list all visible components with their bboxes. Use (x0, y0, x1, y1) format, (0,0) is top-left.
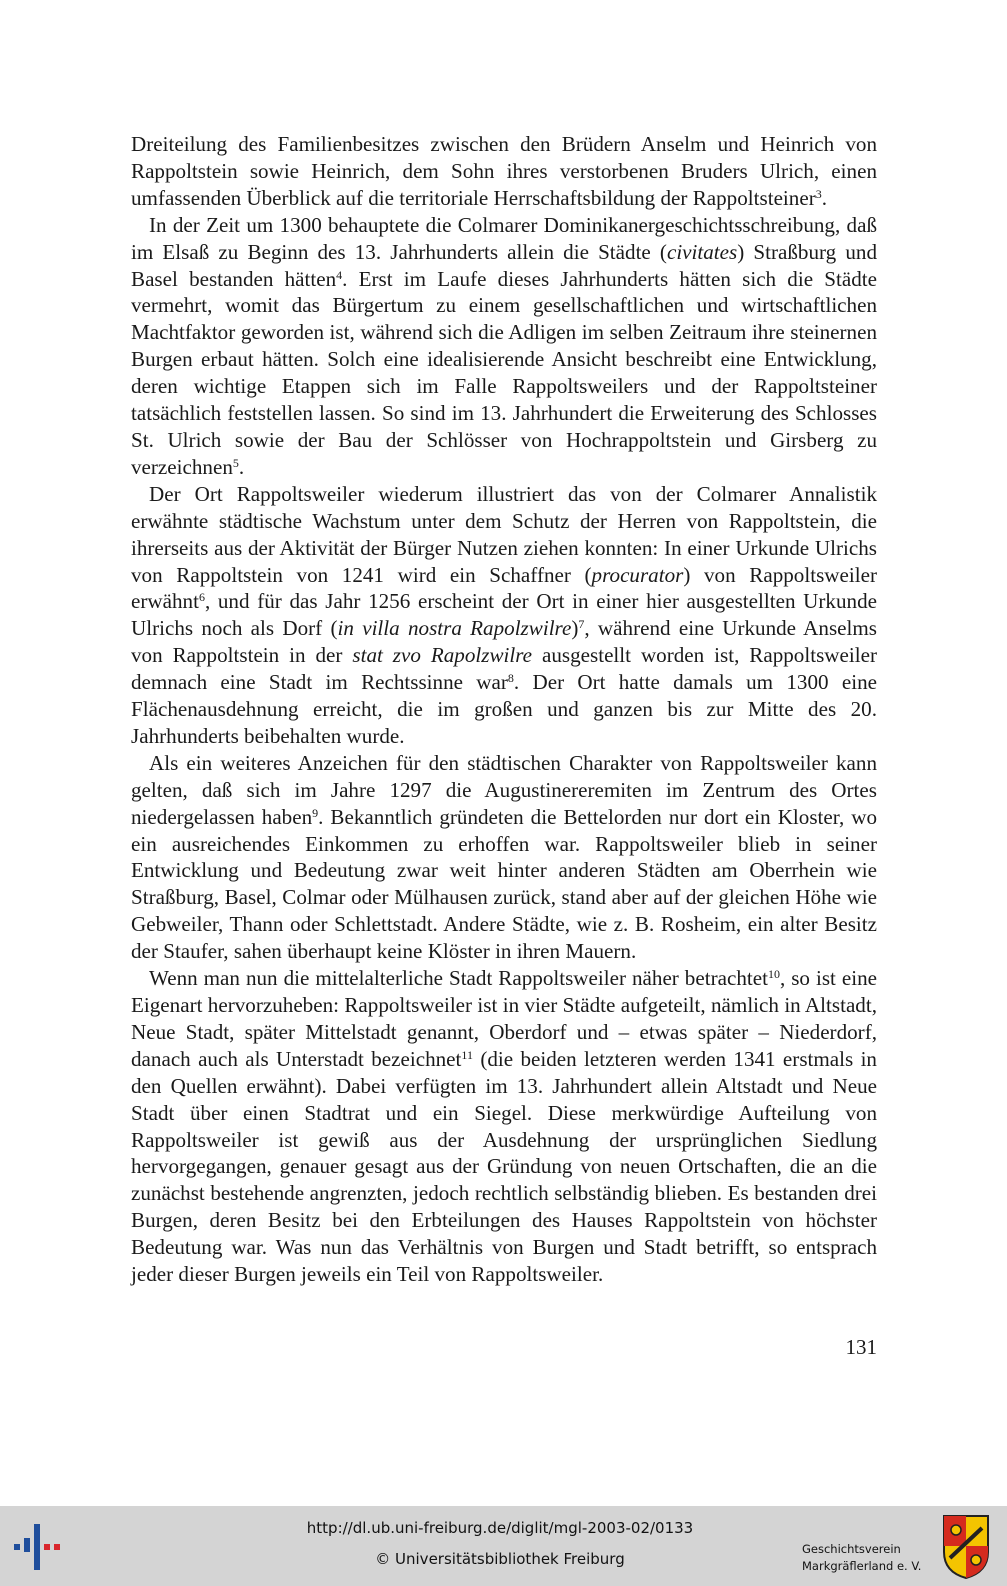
paragraph-text: . Erst im Laufe dieses Jahrhunderts hätten sich die Städte vermehrt, womit das Bürgertum zu einem gesellschaftlichen und wirtschaftlichen Machtfaktor geworden ist, während sich die Adligen im selben Zeitraum ihre steinernen Burgen erbaut hätten. Solch eine idealisierende Ansicht beschreibt eine Entwicklung, deren wichtige Etappen sich im Falle Rappoltsweilers und der Rappoltsteiner tatsächlich feststellen lassen. So sind im 13. Jahrhundert die Erweiterung des Schlosses St. Ulrich sowie der Bau der Schlösser von Hochrappoltstein und Girsberg zu verzeichnen (131, 266, 878, 479)
paragraph-text: Als ein weiteres Anzeichen für den städtischen Charakter von Rappoltsweiler kann gelten, daß sich im Jahre 1297 die Augustinereremiten im Zentrum des Ortes niedergelassen haben (131, 750, 877, 829)
footnote-marker: 9 (312, 805, 319, 820)
body-paragraph (131, 750, 877, 965)
footer-copyright: © Universitätsbibliothek Freiburg (375, 1550, 625, 1568)
paragraph-text: . (238, 454, 245, 479)
society-line-2: Markgräflerland e. V. (802, 1559, 922, 1573)
footnote-marker: 3 (815, 186, 822, 201)
paragraph-text: . Bekanntlich gründeten die Bettelorden nur dort ein Kloster, wo ein ausreichendes Einkommen zu erhoffen war. Rappoltsweiler blieb in seiner Entwicklung und Bedeutung zwar weit hinter anderen Städten am Oberrhein wie Straßburg, Basel, Colmar oder Mülhausen zurück, stand aber auf der gleichen Höhe wie Gebweiler, Thann oder Schlettstadt. Andere Städte, wie z. B. Rosheim, ein alter Besitz der Staufer, sahen überhaupt keine Klöster in ihren Mauern. (131, 804, 878, 964)
footnote-marker: 10 (767, 967, 780, 982)
body-paragraph (131, 481, 877, 750)
paragraph-text: Der Ort Rappoltsweiler wiederum illustriert das von der Colmarer Annalistik erwähnte städtische Wachstum unter dem Schutz der Herren von Rappoltstein, die ihrerseits aus der Aktivität der Bürger Nutzen ziehen konnten: In einer Urkunde Ulrichs von Rappoltstein von 1241 wird ein Schaffner ( (131, 481, 877, 587)
body-paragraph (131, 965, 877, 1288)
page-body (131, 131, 877, 1288)
italic-term: in villa nostra Rapolzwilre (337, 616, 572, 641)
ub-freiburg-logo-icon[interactable] (10, 1522, 66, 1572)
footnote-marker: 5 (232, 455, 239, 470)
paragraph-text: ) Straßburg und Basel bestanden hätten (131, 239, 877, 291)
paragraph-text: . (821, 185, 828, 210)
paragraph-text: ) von Rappoltsweiler erwähnt (131, 562, 877, 614)
footer-url-link[interactable]: http://dl.ub.uni-freiburg.de/diglit/mgl-2003-02/0133 (306, 1519, 694, 1537)
footnote-marker: 8 (507, 671, 514, 686)
paragraph-text: , während eine Urkunde Anselms von Rappoltstein in der (131, 616, 877, 668)
paragraph-text: In der Zeit um 1300 behauptete die Colmarer Dominikanergeschichtsschreibung, daß im Elsaß zu Beginn des 13. Jahrhunderts allein die Städte ( (131, 212, 877, 264)
paragraph-text: Dreiteilung des Familienbesitzes zwischen den Brüdern Anselm und Heinrich von Rappoltstein sowie Heinrich, dem Sohn ihres verstorbenen Bruders Ulrich, einen umfassenden Überblick auf die territoriale Herrschaftsbildung der Rappoltsteiner (131, 132, 877, 210)
paragraph-text: . Der Ort hatte damals um 1300 eine Flächenausdehnung erreicht, die im großen und ganzen bis zur Mitte des 20. Jahrhunderts beibehalten wurde. (131, 670, 877, 748)
paragraph-text: (die beiden letzteren werden 1341 erstmals in den Quellen erwähnt). Dabei verfügten im 13. Jahrhundert allein Altstadt und Neue Stadt über einen Stadtrat und ein Siegel. Diese merkwürdige Aufteilung von Rappoltsweiler ist gewiß aus der Ausdehnung der ursprünglichen Siedlung hervorgegangen, genauer gesagt aus der Gründung von neuen Ortschaften, die an die zunächst bestehende angrenzten, jedoch rechtlich selbständig blieben. Es bestanden drei Burgen, deren Besitz bei den Erbteilungen des Hauses Rappoltstein von höchster Bedeutung war. Was nun das Verhältnis von Burgen und Stadt betrifft, so entsprach jeder dieser Burgen jeweils ein Teil von Rappoltsweiler. (131, 1046, 877, 1287)
body-paragraph (131, 131, 877, 212)
footer-society-name (802, 1541, 921, 1575)
footnote-marker: 6 (198, 590, 205, 605)
paragraph-text: , so ist eine Eigenart hervorzuheben: Rappoltsweiler ist in vier Städte aufgeteilt, nämlich in Altstadt, Neue Stadt, später Mittelstadt genannt, Oberdorf und – etwas später – Niederdorf, danach auch als Unterstadt bezeichnet (131, 966, 877, 1071)
paragraph-text: Wenn man nun die mittelalterliche Stadt Rappoltsweiler näher betrachtet (149, 966, 768, 991)
body-paragraph (131, 212, 877, 481)
society-line-1: Geschichtsverein (802, 1542, 901, 1556)
footnote-marker: 11 (461, 1047, 473, 1062)
footnote-marker: 4 (336, 267, 343, 282)
italic-term: stat zvo Rapolzwilre (352, 643, 533, 668)
paragraph-text: , und für das Jahr 1256 erscheint der Ort in einer hier ausgestellten Urkunde Ulrichs noch als Dorf ( (131, 589, 877, 641)
footnote-marker: 7 (578, 617, 585, 632)
paragraph-text: ausgestellt worden ist, Rappoltsweiler demnach eine Stadt im Rechtssinne war (131, 643, 877, 695)
footer-bar (0, 1506, 1007, 1586)
paragraph-text: ) (571, 616, 579, 641)
italic-term: procurator (591, 562, 684, 587)
italic-term: civitates (666, 239, 738, 264)
page-number: 131 (845, 1335, 877, 1359)
coat-of-arms-icon (942, 1514, 990, 1580)
